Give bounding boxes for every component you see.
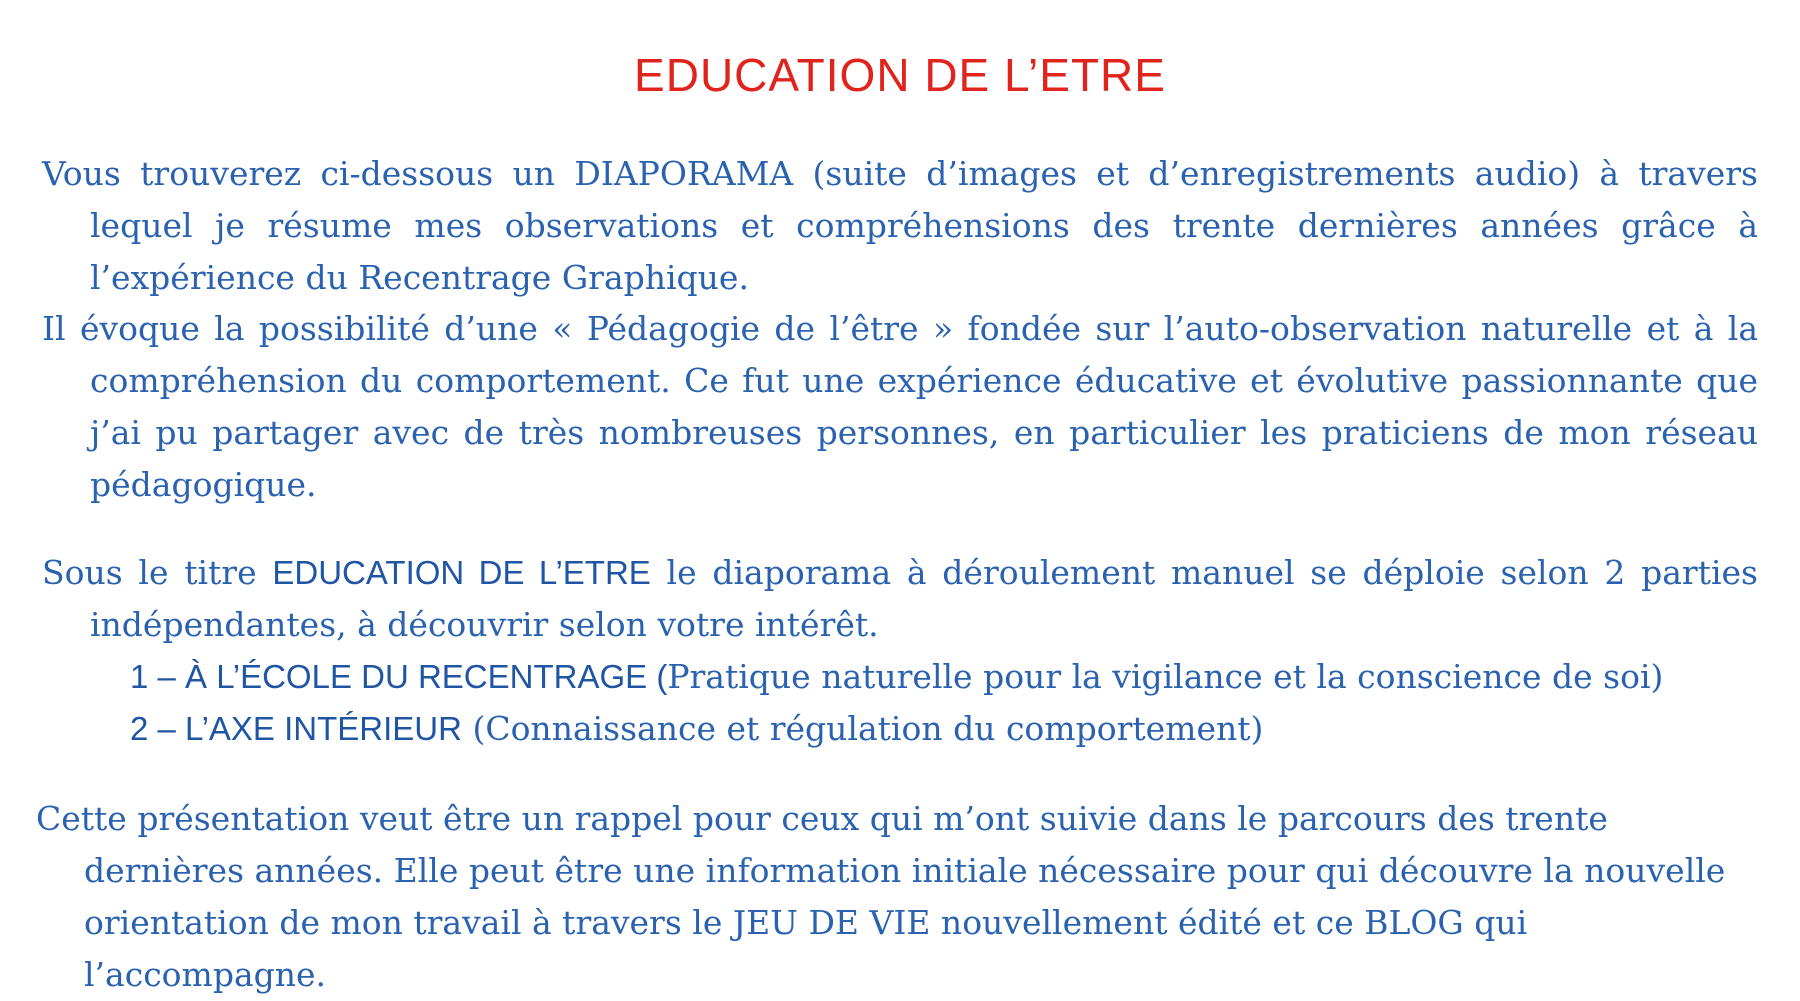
highlight-title: EDUCATION DE L’ETRE	[272, 554, 651, 591]
list-item-part-1	[130, 651, 1730, 703]
list-item-part-2	[130, 703, 1730, 755]
part-2-heading: 2 – L’AXE INTÉRIEUR	[130, 710, 462, 747]
paragraph-structure	[42, 547, 1758, 651]
paragraph-closing: Cette présentation veut être un rappel pour ceux qui m’ont suivie dans le parcours des trente dernières années. Elle peut être une information initiale nécessaire pour qui découvre la nouvelle orientation de mon travail à travers le JEU DE VIE nouvellement édité et ce BLOG qui l’accompagne.	[36, 799, 1726, 994]
paragraph-structure-suffix: le diaporama à déroulement manuel se déploie selon 2 parties indépendantes, à découvrir selon votre intérêt.	[90, 553, 1758, 644]
paragraph-intro: Vous trouverez ci-dessous un DIAPORAMA (suite d’images et d’enregistrements audio) à travers lequel je résume mes observations et compréhensions des trente dernières années grâce à l’expérience du Recentrage Graphique.	[42, 154, 1758, 297]
part-2-description: (Connaissance et régulation du comportement)	[461, 709, 1264, 748]
part-1-heading: 1 – À L’ÉCOLE DU RECENTRAGE (	[130, 658, 668, 695]
paragraph-structure-prefix: Sous le titre	[42, 553, 273, 592]
paragraph-pedagogy: Il évoque la possibilité d’une « Pédagogie de l’être » fondée sur l’auto-observation naturelle et à la compréhension du comportement. Ce fut une expérience éducative et évolutive passionnante que j’ai pu partager avec de très nombreuses personnes, en particulier les praticiens de mon réseau pédagogique.	[42, 309, 1758, 504]
page-title: EDUCATION DE L’ETRE	[634, 49, 1166, 101]
part-1-description: Pratique naturelle pour la vigilance et la conscience de soi)	[667, 657, 1664, 696]
